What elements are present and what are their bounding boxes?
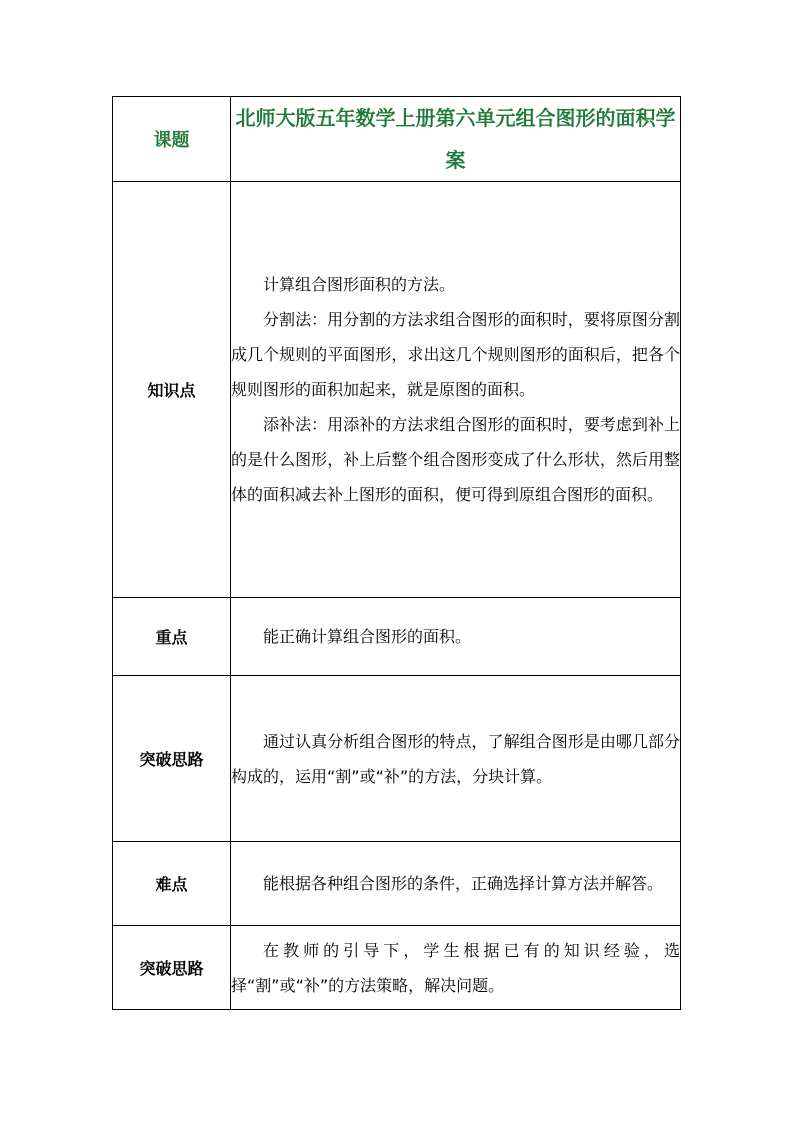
difficulty-label: 难点 (113, 842, 231, 926)
difficulty-content (231, 842, 681, 926)
difficulty-paragraph: 能根据各种组合图形的条件，正确选择计算方法并解答。 (263, 874, 664, 893)
breakthrough-row-1 (113, 676, 681, 842)
breakthrough-row-2 (113, 926, 681, 1010)
knowledge-content (231, 182, 681, 598)
breakthrough-label-2: 突破思路 (113, 926, 231, 1010)
key-point-row (113, 598, 681, 676)
key-point-label: 重点 (113, 598, 231, 676)
knowledge-row (113, 182, 681, 598)
breakthrough-paragraph-1: 通过认真分析组合图形的特点，了解组合图形是由哪几部分构成的，运用“割”或“补”的方法，分块计算。 (231, 731, 680, 786)
key-point-paragraph: 能正确计算组合图形的面积。 (263, 627, 472, 646)
knowledge-paragraph-2: 分割法：用分割的方法求组合图形的面积时，要将原图分割成几个规则的平面图形，求出这几个规则图形的面积后，把各个规则图形的面积加起来，就是原图的面积。 (231, 310, 680, 399)
title-row (113, 97, 681, 182)
knowledge-label: 知识点 (113, 182, 231, 598)
breakthrough-paragraph-2: 在教师的引导下，学生根据已有的知识经验，选择“割”或“补”的方法策略，解决问题。 (231, 940, 680, 995)
title-label: 课题 (113, 97, 231, 182)
breakthrough-content-1 (231, 676, 681, 842)
lesson-plan-table (112, 96, 681, 1010)
difficulty-row (113, 842, 681, 926)
knowledge-paragraph-1: 计算组合图形面积的方法。 (263, 275, 456, 294)
key-point-content (231, 598, 681, 676)
lesson-title: 北师大版五年数学上册第六单元组合图形的面积学案 (231, 97, 681, 182)
breakthrough-content-2 (231, 926, 681, 1010)
knowledge-paragraph-3: 添补法：用添补的方法求组合图形的面积时，要考虑到补上的是什么图形，补上后整个组合图形变成了什么形状，然后用整体的面积减去补上图形的面积，便可得到原组合图形的面积。 (231, 415, 680, 504)
breakthrough-label-1: 突破思路 (113, 676, 231, 842)
